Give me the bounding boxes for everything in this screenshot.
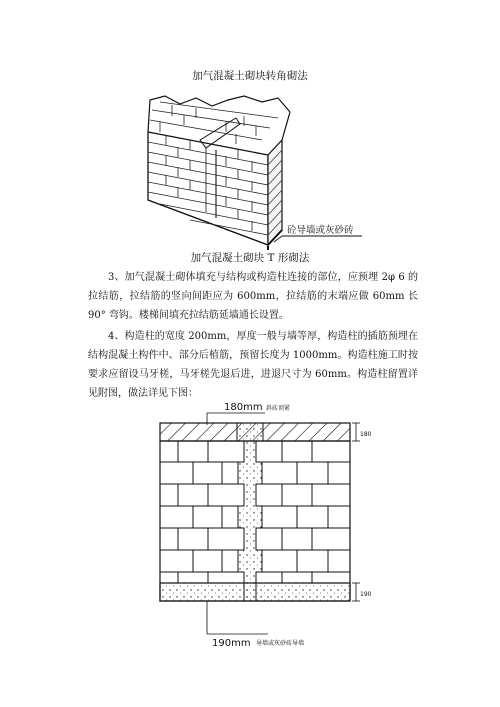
top-note-label: 斜砖顶紧 <box>266 405 291 412</box>
figure-caption-t-shape: 加气混凝土砌块 T 形砌法 <box>190 252 310 264</box>
top-side-dimension: 180 <box>360 431 372 438</box>
bottom-dimension-label: 190mm <box>212 638 251 649</box>
paragraph-tie-bars: 3、加气混凝土砌体填充与结构或构造柱连接的部位，应预埋 2φ 6 的拉结筋，拉结筋的竖向间距应为 600mm，拉结筋的末端应做 60mm 长 90° 弯钩。楼梯间填充拉结筋延墙通长设置。 <box>88 272 418 321</box>
figure-caption-corner: 加气混凝土砌块转角砌法 <box>192 70 308 82</box>
top-dimension-label: 180mm <box>224 402 263 413</box>
paragraph-constructional-column: 4、构造柱的宽度 200mm，厚度一般与墙等厚，构造柱的插筋预埋在结构混凝土构件中、部分后植筋，预留长度为 1000mm。构造柱施工时按要求应留设马牙槎，马牙槎先退后进，进退尺寸为 60mm。构造柱留置详见附图，做法详见下图： <box>88 331 418 399</box>
guide-wall-callout: 砼导墙或灰砂砖 <box>287 225 354 236</box>
bottom-note-label: 导墙或灰砂砖导墙 <box>256 640 305 647</box>
bottom-side-dimension: 190 <box>360 591 372 598</box>
